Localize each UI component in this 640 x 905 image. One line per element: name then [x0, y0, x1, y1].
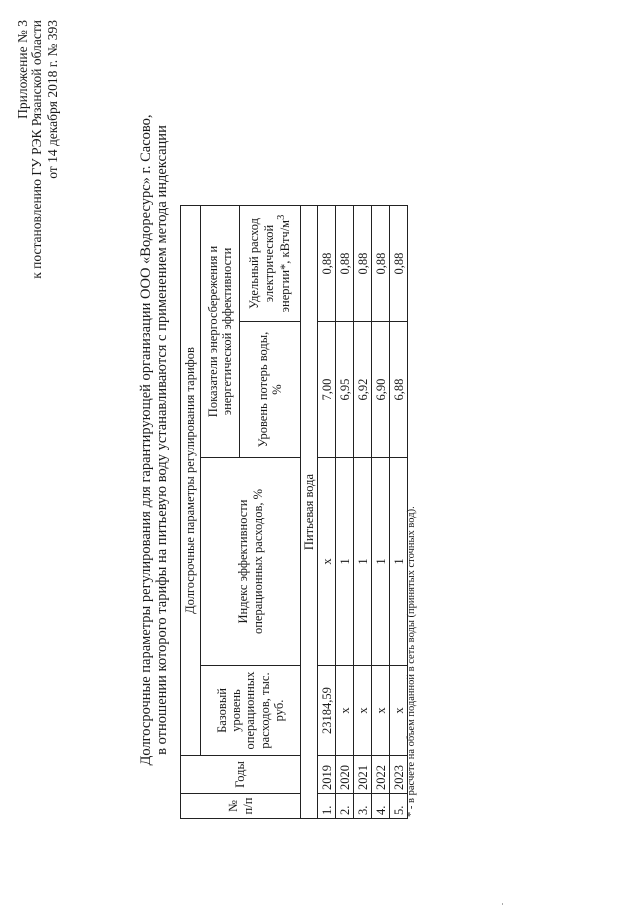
cell-year: 2022 [372, 756, 390, 794]
cell-base-opex-level: х [372, 666, 390, 756]
cell-energy-consumption: 0,88 [354, 206, 372, 322]
header-base-opex-level: Базовый уровень операционных расходов, тыс. руб. [201, 666, 301, 756]
cell-energy-consumption: 0,88 [372, 206, 390, 322]
cell-water-loss: 6,95 [336, 322, 354, 458]
header-energy-text: Удельный расход электрической энергии*, кВтч/м [247, 217, 293, 313]
table-row [336, 206, 354, 819]
cell-num: 5. [390, 794, 408, 819]
cell-efficiency-index: 1 [336, 458, 354, 666]
header-energy-unit-superscript: 3 [276, 214, 288, 220]
cell-num: 3. [354, 794, 372, 819]
header-years: Годы [181, 756, 301, 794]
header-num: № п/п [181, 794, 301, 819]
cell-year: 2020 [336, 756, 354, 794]
appendix-number: Приложение № 3 [15, 20, 30, 119]
appendix-resolution-date: от 14 декабря 2018 г. № 393 [45, 20, 60, 179]
regulation-parameters-table [180, 205, 408, 819]
cell-num: 1. [318, 794, 336, 819]
cell-num: 4. [372, 794, 390, 819]
cell-energy-consumption: 0,88 [390, 206, 408, 322]
table-header-row-2 [201, 206, 240, 819]
cell-base-opex-level: х [354, 666, 372, 756]
section-drinking-water: Питьевая вода [301, 206, 318, 819]
cell-efficiency-index: х [318, 458, 336, 666]
cell-water-loss: 7,00 [318, 322, 336, 458]
cell-energy-consumption: 0,88 [318, 206, 336, 322]
cell-year: 2023 [390, 756, 408, 794]
cell-base-opex-level: 23184,59 [318, 666, 336, 756]
cell-num: 2. [336, 794, 354, 819]
cell-efficiency-index: 1 [372, 458, 390, 666]
cell-year: 2019 [318, 756, 336, 794]
header-specific-energy-consumption [240, 206, 301, 322]
header-long-term-parameters: Долгосрочные параметры регулирования тарифов [181, 206, 201, 756]
table-row [372, 206, 390, 819]
table-header-row-1 [181, 206, 201, 819]
appendix-resolution-ref: к постановлению ГУ РЭК Рязанской области [29, 20, 44, 279]
header-opex-efficiency-index: Индекс эффективности операционных расходов, % [201, 458, 301, 666]
cell-water-loss: 6,90 [372, 322, 390, 458]
cell-year: 2021 [354, 756, 372, 794]
header-water-loss-level: Уровень потерь воды, % [240, 322, 301, 458]
cell-efficiency-index: 1 [354, 458, 372, 666]
cell-base-opex-level: х [336, 666, 354, 756]
cell-efficiency-index: 1 [390, 458, 408, 666]
table-body [318, 206, 408, 819]
document-title-line-2: в отношении которого тарифы на питьевую воду устанавливаются с применением метода индексации [154, 125, 170, 755]
header-energy-efficiency-indicators: Показатели энергосбережения и энергетической эффективности [201, 206, 240, 458]
cell-base-opex-level: х [390, 666, 408, 756]
cell-water-loss: 6,88 [390, 322, 408, 458]
cell-energy-consumption: 0,88 [336, 206, 354, 322]
table-row [354, 206, 372, 819]
footnote: * - в расчете на объем поданной в сеть воды (принятых сточных вод). [406, 506, 417, 817]
table-row [318, 206, 336, 819]
stray-mark: . [496, 903, 505, 905]
document-title-line-1: Долгосрочные параметры регулирования для гарантирующей организации ООО «Водоресурс» г. Сасово, [138, 114, 154, 766]
section-row [301, 206, 318, 819]
cell-water-loss: 6,92 [354, 322, 372, 458]
